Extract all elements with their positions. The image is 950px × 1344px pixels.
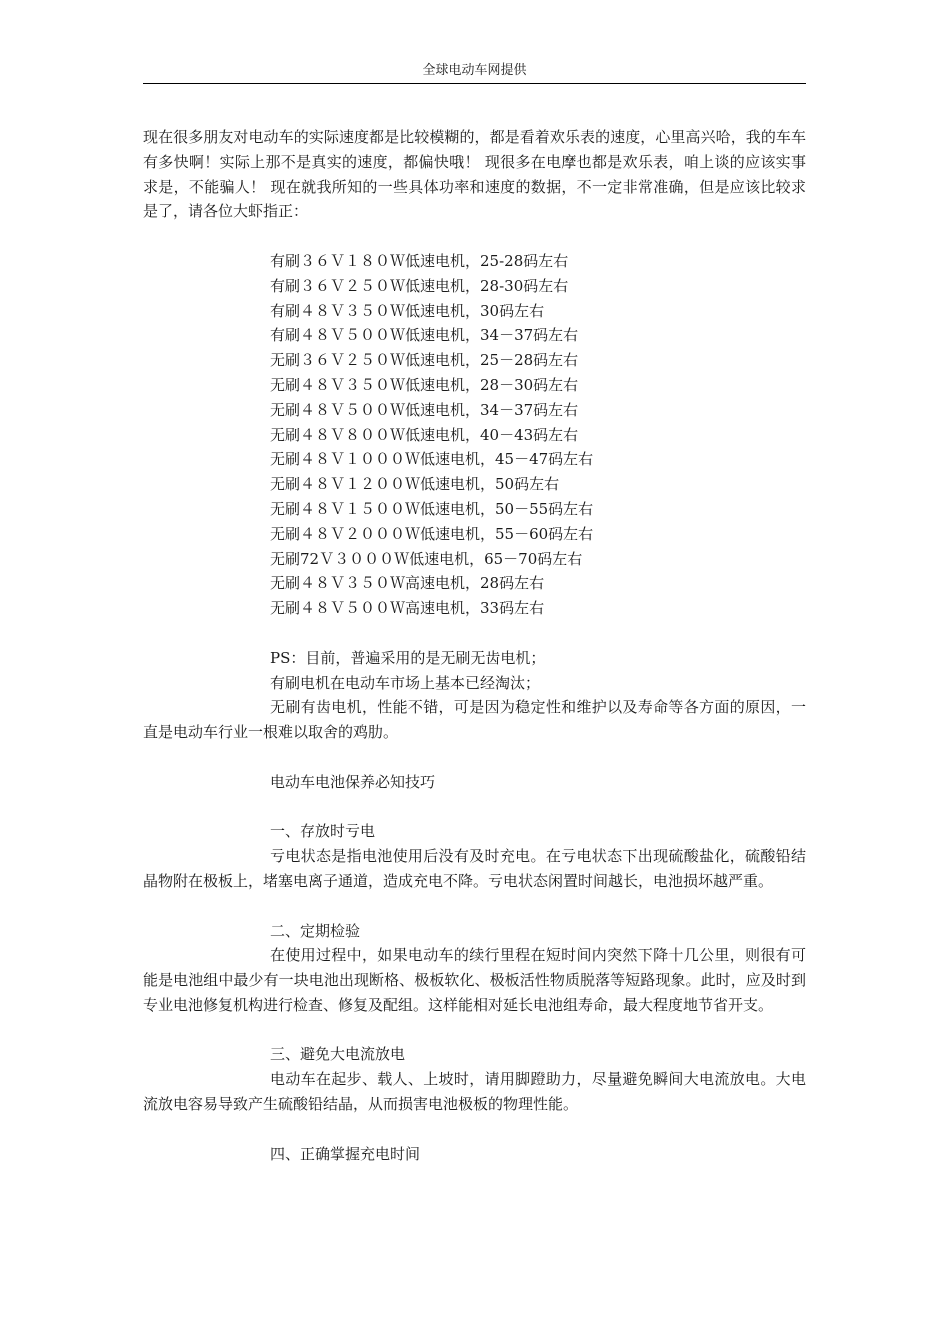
- intro-paragraph: 现在很多朋友对电动车的实际速度都是比较模糊的，都是看着欢乐表的速度，心里高兴哈，我的车车有多快啊！实际上那不是真实的速度，都偏快哦！ 现很多在电摩也都是欢乐表，咱上谈的应该实事求是，不能骗人！ 现在就我所知的一些具体功率和速度的数据，不一定非常准确，但是应该比较求是了，请各位大虾指正：: [143, 128, 806, 221]
- list-item: 无刷４８Ｖ５００Ｗ低速电机，34－37码左右: [270, 400, 579, 419]
- document-body: [143, 125, 806, 1166]
- tip-body: 亏电状态是指电池使用后没有及时充电。在亏电状态下出现硫酸盐化，硫酸铅结晶物附在极板上，堵塞电离子通道，造成充电不降。亏电状态闲置时间越长，电池损坏越严重。: [143, 847, 806, 890]
- spacer: [143, 795, 806, 820]
- motor-speed-list: [143, 249, 806, 621]
- tip-heading: 一、存放时亏电: [270, 822, 376, 841]
- ps-line: PS：目前，普遍采用的是无刷无齿电机；: [270, 648, 546, 667]
- spacer: [143, 224, 806, 249]
- list-item: 无刷４８Ｖ２０００Ｗ低速电机，55－60码左右: [270, 524, 594, 543]
- list-item: 无刷４８Ｖ３５０Ｗ低速电机，28－30码左右: [270, 375, 579, 394]
- spacer: [143, 1018, 806, 1043]
- list-item: 有刷３６Ｖ１８０Ｗ低速电机，25-28码左右: [270, 251, 569, 270]
- header-divider: [143, 83, 806, 84]
- spacer: [143, 1117, 806, 1142]
- spacer: [143, 621, 806, 646]
- list-item: 无刷４８Ｖ１０００Ｗ低速电机，45－47码左右: [270, 450, 594, 469]
- tip-heading: 四、正确掌握充电时间: [270, 1144, 421, 1163]
- ps-paragraph: 无刷有齿电机，性能不错，可是因为稳定性和维护以及寿命等各方面的原因，一直是电动车行业一根难以取舍的鸡肋。: [143, 698, 806, 742]
- list-item: 无刷４８Ｖ１２００Ｗ低速电机，50码左右: [270, 475, 560, 494]
- spacer: [143, 894, 806, 919]
- section-title: 电动车电池保养必知技巧: [270, 772, 436, 791]
- list-item: 无刷４８Ｖ５００Ｗ高速电机，33码左右: [270, 599, 545, 618]
- list-item: 有刷４８Ｖ３５０Ｗ低速电机，30码左右: [270, 301, 545, 320]
- tip-heading: 二、定期检验: [270, 921, 361, 940]
- tip-body: 在使用过程中，如果电动车的续行里程在短时间内突然下降十几公里，则很有可能是电池组中最少有一块电池出现断格、极板软化、极板活性物质脱落等短路现象。此时，应及时到专业电池修复机构进行检查、修复及配组。这样能相对延长电池组寿命，最大程度地节省开支。: [143, 946, 806, 1014]
- ps-line: 有刷电机在电动车市场上基本已经淘汰；: [270, 673, 541, 692]
- list-item: 无刷４８Ｖ８００Ｗ低速电机，40－43码左右: [270, 425, 579, 444]
- list-item: 无刷４８Ｖ１５００Ｗ低速电机，50－55码左右: [270, 499, 594, 518]
- tip-body: 电动车在起步、载人、上坡时，请用脚蹬助力，尽量避免瞬间大电流放电。大电流放电容易导致产生硫酸铅结晶，从而损害电池极板的物理性能。: [143, 1070, 806, 1114]
- list-item: 无刷４８Ｖ３５０Ｗ高速电机，28码左右: [270, 574, 545, 593]
- spacer: [143, 745, 806, 770]
- page-header: 全球电动车网提供: [422, 63, 527, 78]
- list-item: 有刷４８Ｖ５００Ｗ低速电机，34－37码左右: [270, 326, 579, 345]
- tip-heading: 三、避免大电流放电: [270, 1045, 406, 1064]
- list-item: 无刷72Ｖ３０００Ｗ低速电机，65－70码左右: [270, 549, 583, 568]
- list-item: 无刷３６Ｖ２５０Ｗ低速电机，25－28码左右: [270, 351, 579, 370]
- list-item: 有刷３６Ｖ２５０Ｗ低速电机，28-30码左右: [270, 276, 569, 295]
